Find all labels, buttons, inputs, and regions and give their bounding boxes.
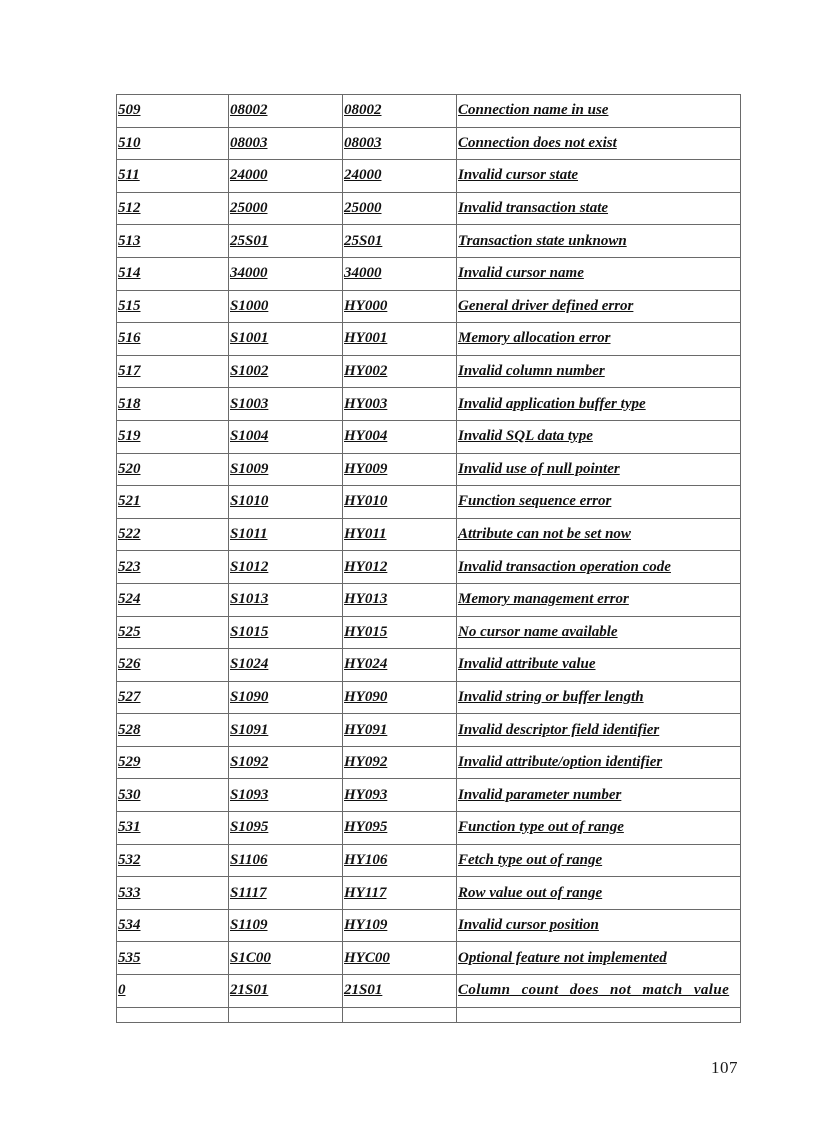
table-row	[117, 746, 741, 779]
legacy-sqlstate-cell: 25S01	[229, 225, 343, 258]
sqlstate-cell: 21S01	[343, 975, 457, 1008]
error-description-cell: Invalid column number	[457, 355, 741, 388]
error-description-cell: Function sequence error	[457, 486, 741, 519]
table-row	[117, 942, 741, 975]
error-description-cell: Memory management error	[457, 583, 741, 616]
legacy-sqlstate-cell: S1117	[229, 877, 343, 910]
error-description-cell: Invalid transaction state	[457, 192, 741, 225]
error-description-cell: Invalid cursor name	[457, 257, 741, 290]
error-number-cell: 535	[117, 942, 229, 975]
table-row	[117, 551, 741, 584]
table-row	[117, 257, 741, 290]
sqlstate-cell: HY109	[343, 909, 457, 942]
error-description-cell: Invalid cursor position	[457, 909, 741, 942]
table-row	[117, 420, 741, 453]
error-number-cell: 509	[117, 95, 229, 128]
error-description-cell: Row value out of range	[457, 877, 741, 910]
error-number-cell: 524	[117, 583, 229, 616]
error-description-cell: Invalid use of null pointer	[457, 453, 741, 486]
table-row	[117, 388, 741, 421]
table-row	[117, 909, 741, 942]
legacy-sqlstate-cell: S1000	[229, 290, 343, 323]
error-description-cell: Memory allocation error	[457, 323, 741, 356]
table-row	[117, 323, 741, 356]
legacy-sqlstate-cell: 34000	[229, 257, 343, 290]
error-description-cell: Invalid transaction operation code	[457, 551, 741, 584]
legacy-sqlstate-cell: S1015	[229, 616, 343, 649]
empty-cell	[229, 1007, 343, 1022]
legacy-sqlstate-cell: 24000	[229, 160, 343, 193]
error-description-cell: Transaction state unknown	[457, 225, 741, 258]
error-number-cell: 515	[117, 290, 229, 323]
error-number-cell: 514	[117, 257, 229, 290]
legacy-sqlstate-cell: S1106	[229, 844, 343, 877]
sqlstate-cell: HY003	[343, 388, 457, 421]
sqlstate-cell: HY024	[343, 649, 457, 682]
table-row	[117, 975, 741, 1008]
error-description-cell: Invalid descriptor field identifier	[457, 714, 741, 747]
legacy-sqlstate-cell: 25000	[229, 192, 343, 225]
error-description-cell: Invalid string or buffer length	[457, 681, 741, 714]
table-row	[117, 160, 741, 193]
error-description-cell: Invalid cursor state	[457, 160, 741, 193]
error-number-cell: 521	[117, 486, 229, 519]
error-number-cell: 517	[117, 355, 229, 388]
error-code-table-body	[117, 95, 741, 1023]
legacy-sqlstate-cell: S1024	[229, 649, 343, 682]
sqlstate-cell: HY000	[343, 290, 457, 323]
error-number-cell: 528	[117, 714, 229, 747]
table-row	[117, 518, 741, 551]
error-number-cell: 520	[117, 453, 229, 486]
legacy-sqlstate-cell: S1002	[229, 355, 343, 388]
table-row	[117, 355, 741, 388]
table-continuation-row	[117, 1007, 741, 1022]
table-row	[117, 681, 741, 714]
page-number: 107	[711, 1058, 738, 1077]
sqlstate-cell: HYC00	[343, 942, 457, 975]
sqlstate-cell: HY015	[343, 616, 457, 649]
error-description-cell: Column count does not match value	[457, 975, 741, 1008]
table-row	[117, 844, 741, 877]
sqlstate-cell: HY106	[343, 844, 457, 877]
sqlstate-cell: 25000	[343, 192, 457, 225]
sqlstate-cell: HY093	[343, 779, 457, 812]
legacy-sqlstate-cell: 08002	[229, 95, 343, 128]
error-description-cell: Function type out of range	[457, 812, 741, 845]
table-row	[117, 649, 741, 682]
sqlstate-cell: HY001	[343, 323, 457, 356]
error-number-cell: 522	[117, 518, 229, 551]
table-row	[117, 225, 741, 258]
sqlstate-cell: 34000	[343, 257, 457, 290]
sqlstate-cell: HY090	[343, 681, 457, 714]
error-number-cell: 519	[117, 420, 229, 453]
sqlstate-cell: HY010	[343, 486, 457, 519]
legacy-sqlstate-cell: S1010	[229, 486, 343, 519]
sqlstate-cell: 08003	[343, 127, 457, 160]
table-row	[117, 486, 741, 519]
error-number-cell: 518	[117, 388, 229, 421]
empty-cell	[343, 1007, 457, 1022]
table-row	[117, 779, 741, 812]
error-description-cell: Invalid application buffer type	[457, 388, 741, 421]
sqlstate-cell: HY013	[343, 583, 457, 616]
error-number-cell: 531	[117, 812, 229, 845]
legacy-sqlstate-cell: S1011	[229, 518, 343, 551]
error-number-cell: 534	[117, 909, 229, 942]
error-description-cell: Invalid parameter number	[457, 779, 741, 812]
sqlstate-cell: HY009	[343, 453, 457, 486]
sqlstate-cell: 25S01	[343, 225, 457, 258]
sqlstate-cell: HY092	[343, 746, 457, 779]
legacy-sqlstate-cell: S1093	[229, 779, 343, 812]
error-description-cell: Invalid attribute/option identifier	[457, 746, 741, 779]
error-number-cell: 523	[117, 551, 229, 584]
error-number-cell: 526	[117, 649, 229, 682]
error-number-cell: 530	[117, 779, 229, 812]
error-description-cell: Connection does not exist	[457, 127, 741, 160]
error-description-cell: Invalid SQL data type	[457, 420, 741, 453]
legacy-sqlstate-cell: S1091	[229, 714, 343, 747]
legacy-sqlstate-cell: S1095	[229, 812, 343, 845]
error-description-cell: Invalid attribute value	[457, 649, 741, 682]
error-description-cell: No cursor name available	[457, 616, 741, 649]
legacy-sqlstate-cell: S1009	[229, 453, 343, 486]
sqlstate-cell: HY095	[343, 812, 457, 845]
error-number-cell: 527	[117, 681, 229, 714]
legacy-sqlstate-cell: S1004	[229, 420, 343, 453]
legacy-sqlstate-cell: S1013	[229, 583, 343, 616]
table-row	[117, 95, 741, 128]
error-description-cell: General driver defined error	[457, 290, 741, 323]
sqlstate-cell: 24000	[343, 160, 457, 193]
sqlstate-cell: 08002	[343, 95, 457, 128]
error-description-cell: Optional feature not implemented	[457, 942, 741, 975]
legacy-sqlstate-cell: S1012	[229, 551, 343, 584]
error-description-cell: Attribute can not be set now	[457, 518, 741, 551]
table-row	[117, 583, 741, 616]
error-description-cell: Fetch type out of range	[457, 844, 741, 877]
error-number-cell: 513	[117, 225, 229, 258]
sqlstate-cell: HY091	[343, 714, 457, 747]
table-row	[117, 290, 741, 323]
legacy-sqlstate-cell: 21S01	[229, 975, 343, 1008]
error-number-cell: 533	[117, 877, 229, 910]
error-number-cell: 511	[117, 160, 229, 193]
sqlstate-cell: HY002	[343, 355, 457, 388]
legacy-sqlstate-cell: S1001	[229, 323, 343, 356]
error-number-cell: 525	[117, 616, 229, 649]
error-number-cell: 0	[117, 975, 229, 1008]
table-row	[117, 616, 741, 649]
table-row	[117, 877, 741, 910]
error-description-cell: Connection name in use	[457, 95, 741, 128]
table-row	[117, 127, 741, 160]
legacy-sqlstate-cell: S1109	[229, 909, 343, 942]
sqlstate-cell: HY117	[343, 877, 457, 910]
error-number-cell: 529	[117, 746, 229, 779]
sqlstate-cell: HY011	[343, 518, 457, 551]
error-number-cell: 532	[117, 844, 229, 877]
table-row	[117, 714, 741, 747]
sqlstate-cell: HY012	[343, 551, 457, 584]
table-row	[117, 812, 741, 845]
table-row	[117, 192, 741, 225]
legacy-sqlstate-cell: S1C00	[229, 942, 343, 975]
legacy-sqlstate-cell: S1003	[229, 388, 343, 421]
empty-cell	[457, 1007, 741, 1022]
error-code-table	[116, 94, 741, 1023]
sqlstate-cell: HY004	[343, 420, 457, 453]
table-row	[117, 453, 741, 486]
error-number-cell: 516	[117, 323, 229, 356]
error-number-cell: 512	[117, 192, 229, 225]
empty-cell	[117, 1007, 229, 1022]
error-number-cell: 510	[117, 127, 229, 160]
legacy-sqlstate-cell: S1092	[229, 746, 343, 779]
legacy-sqlstate-cell: 08003	[229, 127, 343, 160]
legacy-sqlstate-cell: S1090	[229, 681, 343, 714]
